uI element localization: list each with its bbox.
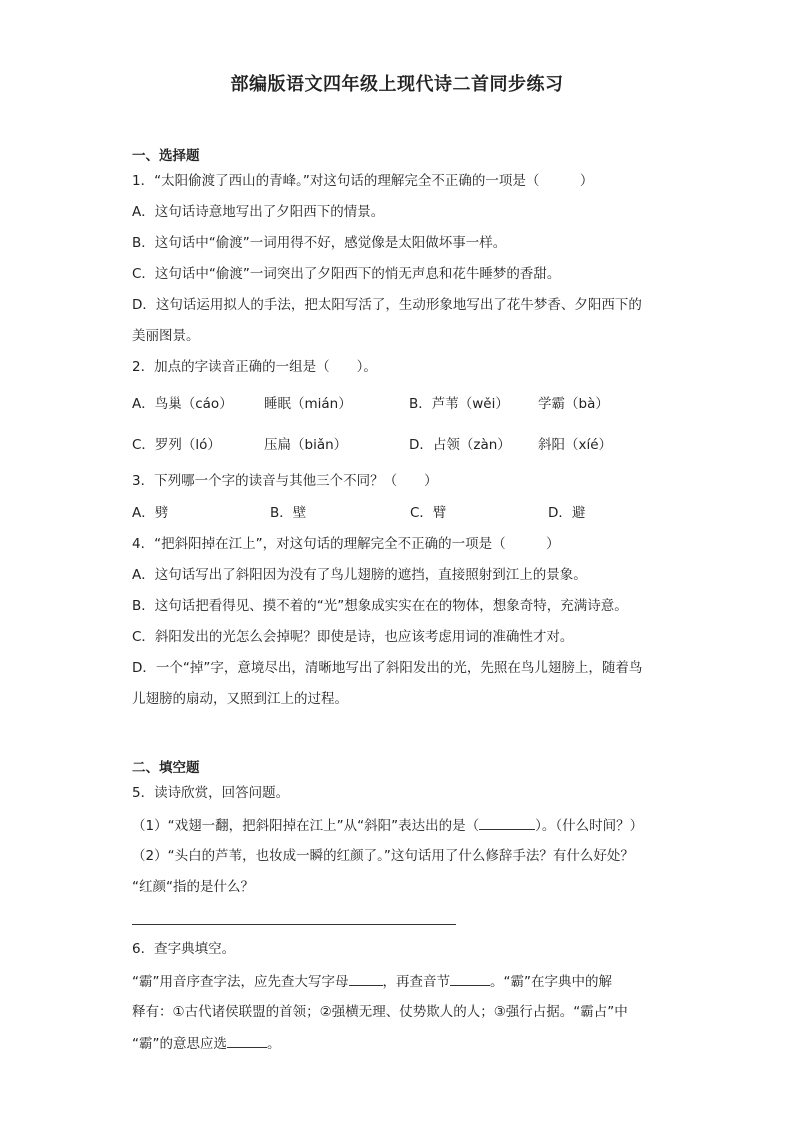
q6-line-2: 释有：①古代诸侯联盟的首领；②强横无理、仗势欺人的人；③强行占据。“霸占”中 — [132, 1004, 628, 1020]
q3-option-c: C．臂 — [410, 505, 447, 521]
q6-blank-letter[interactable] — [349, 971, 383, 986]
q1-stem: 1．“太阳偷渡了西山的青峰。”对这句话的理解完全不正确的一项是（ ） — [132, 173, 594, 189]
q6-blank-meaning[interactable] — [227, 1033, 267, 1048]
q2-option-b1: B．芦苇（wěi） — [409, 396, 509, 412]
q6-line-1-text-c: 。“霸”在字典中的解 — [490, 974, 612, 990]
q2-option-a2: 睡眠（mián） — [264, 396, 352, 412]
q2-option-b2: 学霸（bà） — [538, 396, 609, 412]
q6-line-3-text-b: 。 — [267, 1036, 281, 1052]
q3-option-a: A．劈 — [132, 505, 169, 521]
section-heading-choice: 一、选择题 — [132, 148, 200, 164]
q6-line-1 — [132, 971, 612, 992]
q5-stem: 5．读诗欣赏，回答问题。 — [132, 785, 290, 801]
q1-option-d: D．这句话运用拟人的手法，把太阳写活了，生动形象地写出了花牛梦香、夕阳西下的 — [132, 297, 642, 313]
q4-option-d: D．一个“掉”字，意境尽出，清晰地写出了斜阳发出的光，先照在鸟儿翅膀上，随着鸟 — [132, 660, 643, 676]
section-heading-fill: 二、填空题 — [132, 760, 200, 776]
q5-part-1-text-b: ）。（什么时间？） — [535, 818, 644, 834]
q6-line-1-text-a: “霸”用音序查字法，应先查大写字母 — [132, 974, 349, 990]
q4-stem: 4．“把斜阳掉在江上”，对这句话的理解完全不正确的一项是（ ） — [132, 536, 560, 552]
q6-stem: 6．查字典填空。 — [132, 941, 236, 957]
q3-stem: 3．下列哪一个字的读音与其他三个不同？（ ） — [132, 473, 438, 489]
q1-option-d-cont: 美丽图景。 — [132, 328, 200, 344]
q4-option-b: B．这句话把看得见、摸不着的“光”想象成实实在在的物体，想象奇特，充满诗意。 — [132, 598, 628, 614]
q2-stem: 2．加点的字读音正确的一组是（ ）。 — [132, 359, 377, 375]
q2-option-c2: 压扁（biǎn） — [264, 437, 348, 453]
q4-option-a: A．这句话写出了斜阳因为没有了鸟儿翅膀的遮挡，直接照射到江上的景象。 — [132, 567, 587, 583]
q5-part-1-text-a: （1）“戏翅一翻，把斜阳掉在江上”从“斜阳”表达出的是（ — [132, 818, 480, 834]
q5-part-1 — [132, 815, 643, 836]
q6-line-1-text-b: ，再查音节 — [382, 974, 450, 990]
q4-option-c: C．斜阳发出的光怎么会掉呢？即使是诗，也应该考虑用词的准确性才对。 — [132, 629, 574, 645]
q3-option-d: D．避 — [548, 505, 586, 521]
q5-answer-blank[interactable] — [479, 815, 535, 830]
q1-option-c: C．这句话中“偷渡”一词突出了夕阳西下的悄无声息和花牛睡梦的香甜。 — [132, 266, 561, 282]
q2-option-a1: A．鸟巢（cáo） — [132, 396, 233, 412]
q3-option-b: B．壁 — [270, 505, 307, 521]
q5-part-2: （2）“头白的芦苇，也妆成一瞬的红颜了。”这句话用了什么修辞手法？有什么好处？ — [132, 848, 634, 864]
q2-option-c1: C．罗列（ló） — [132, 437, 221, 453]
q2-option-d1: D．占领（zàn） — [409, 437, 511, 453]
page-title: 部编版语文四年级上现代诗二首同步练习 — [230, 74, 564, 95]
q5-answer-line[interactable] — [132, 924, 456, 925]
q6-line-3 — [132, 1033, 281, 1054]
q5-part-3: “红颜“指的是什么？ — [132, 879, 254, 895]
q2-option-d2: 斜阳（xíé） — [538, 437, 613, 453]
q1-option-a: A．这句话诗意地写出了夕阳西下的情景。 — [132, 204, 385, 220]
q1-option-b: B．这句话中“偷渡”一词用得不好，感觉像是太阳做坏事一样。 — [132, 235, 507, 251]
q6-line-3-text-a: “霸”的意思应选 — [132, 1036, 227, 1052]
q4-option-d-cont: 儿翅膀的扇动，又照到江上的过程。 — [132, 691, 348, 707]
q6-blank-syllable[interactable] — [450, 971, 490, 986]
